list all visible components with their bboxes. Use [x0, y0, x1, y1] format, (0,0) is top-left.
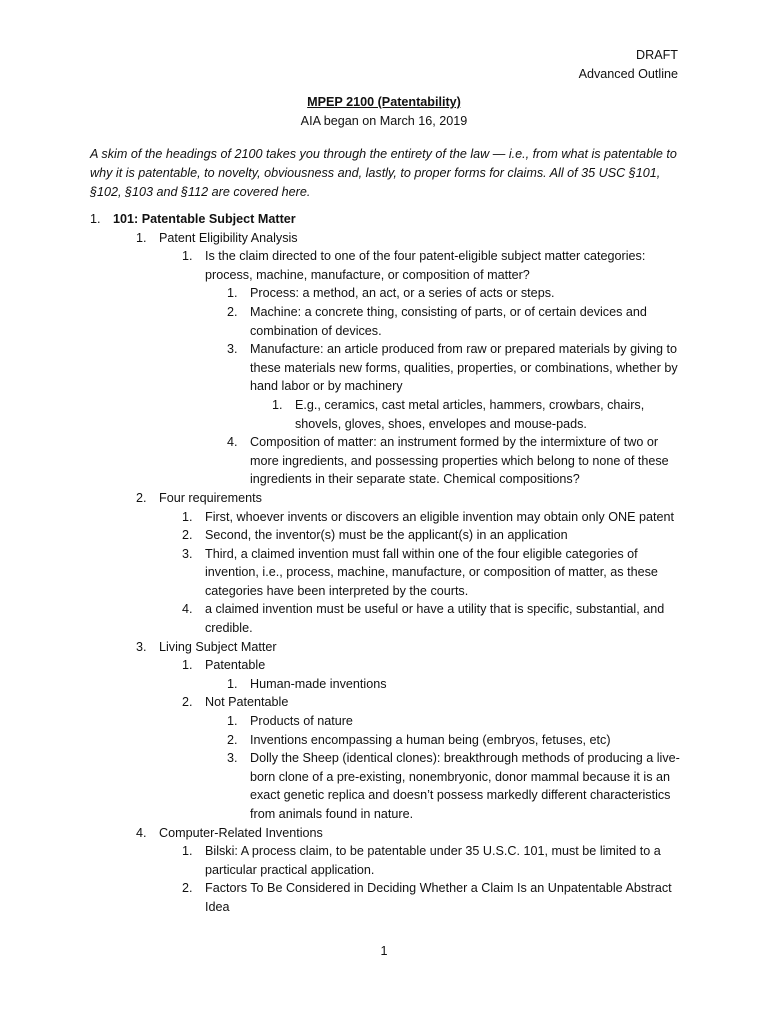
outline-item-number: 1. [227, 286, 238, 301]
page-number: 1 [380, 944, 388, 958]
outline-item-text: Machine: a concrete thing, consisting of parts, or of certain devices and combination of devices. [250, 304, 647, 338]
outline-item-text: Computer-Related Inventions [159, 825, 323, 840]
outline-item-text: Not Patentable [205, 695, 289, 710]
outline-item-text: E.g., ceramics, cast metal articles, hammers, crowbars, chairs, shovels, gloves, shoes, envelopes and mouse-pads. [295, 397, 645, 431]
outline-item-number: 1. [136, 230, 147, 245]
document-type-label: Advanced Outline [578, 66, 678, 81]
outline-item-number: 3. [182, 546, 193, 561]
outline-item-text: Second, the inventor(s) must be the applicant(s) in an application [205, 528, 568, 543]
outline-item-number: 1. [90, 212, 101, 226]
outline-item-number: 3. [227, 751, 238, 766]
outline-item-text: Inventions encompassing a human being (embryos, fetuses, etc) [250, 732, 611, 747]
intro-paragraph: A skim of the headings of 2100 takes you through the entirety of the law — i.e., from what is patentable to why it is patentable, to novelty, obviousness and, lastly, to proper forms for claims. All of 35 USC §101, §102, §103 and §112 are covered here. [90, 147, 677, 199]
outline-item-text: Is the claim directed to one of the four patent-eligible subject matter categories: process, machine, manufacture, or composition of matter? [205, 249, 646, 282]
outline-item-number: 1. [182, 658, 193, 673]
outline-item-text: Human-made inventions [250, 676, 387, 691]
outline-item [182, 247, 690, 284]
outline-item [227, 731, 690, 750]
outline-item-number: 3. [227, 342, 238, 357]
outline-item-text: Process: a method, an act, or a series of acts or steps. [250, 286, 555, 301]
outline-item-number: 1. [227, 676, 238, 691]
outline-item [182, 545, 690, 601]
outline-item-number: 2. [182, 528, 193, 543]
outline-item [182, 842, 690, 879]
outline-item-number: 4. [227, 435, 238, 450]
outline-item-text: 101: Patentable Subject Matter [113, 212, 296, 226]
outline-item-text: Living Subject Matter [159, 639, 277, 654]
outline-item-text: Manufacture: an article produced from raw or prepared materials by giving to these materials new forms, qualities, properties, or combinations, whether by hand labor or by machinery [250, 342, 678, 394]
outline-item [182, 879, 690, 916]
outline-item-text: a claimed invention must be useful or have a utility that is specific, substantial, and credible. [205, 602, 665, 636]
outline-item-number: 2. [182, 881, 193, 896]
page-header [579, 46, 678, 83]
outline-item-text: Patentable [205, 658, 266, 673]
outline-item-number: 4. [182, 602, 193, 617]
outline-item [227, 433, 690, 489]
outline-item-number: 1. [182, 844, 193, 859]
title-block [0, 93, 768, 130]
outline-item [182, 526, 690, 545]
outline-item-text: Composition of matter: an instrument formed by the intermixture of two or more ingredients, and possessing properties which belong to none of these ingredients in their separate state. Chemical compositions? [250, 435, 669, 487]
outline-item-number: 2. [227, 304, 238, 319]
outline-item-number: 1. [227, 714, 238, 729]
outline-item-number: 1. [182, 249, 193, 264]
outline-item [227, 340, 690, 396]
outline-item [182, 600, 690, 637]
document-subtitle: AIA began on March 16, 2019 [300, 113, 468, 128]
outline-item-number: 1. [182, 509, 193, 524]
outline-item [136, 489, 690, 508]
outline-item-number: 2. [182, 695, 193, 710]
outline-item-text: Four requirements [159, 490, 262, 505]
outline-item-text: Dolly the Sheep (identical clones): breakthrough methods of producing a live-born clone of a pre-existing, nonembryonic, donor mammal because it is an exact genetic replica and doesn’t possess markedly different characteristics from animals found in nature. [250, 751, 680, 821]
outline-item [136, 824, 690, 843]
outline-item-number: 3. [136, 639, 147, 654]
outline-item [182, 656, 690, 675]
outline-item-text: Products of nature [250, 714, 353, 729]
draft-label: DRAFT [636, 48, 678, 62]
outline-item [136, 638, 690, 657]
outline-item [227, 749, 690, 823]
outline-item-number: 4. [136, 825, 147, 840]
outline-item [227, 284, 690, 303]
outline-item [182, 508, 690, 527]
outline-item [182, 693, 690, 712]
outline-item [136, 229, 690, 248]
outline-item-number: 2. [136, 490, 147, 505]
document-title: MPEP 2100 (Patentability) [307, 95, 461, 109]
outline-item [227, 675, 690, 694]
outline-item [90, 210, 690, 229]
outline-item-number: 1. [272, 397, 283, 412]
outline-item-number: 2. [227, 732, 238, 747]
outline-item-text: Third, a claimed invention must fall within one of the four eligible categories of invention, i.e., process, machine, manufacture, or composition of matter, as these categories have been interpreted by the courts. [205, 546, 658, 598]
outline-item-text: First, whoever invents or discovers an eligible invention may obtain only ONE patent [205, 509, 675, 524]
outline-item-text: Factors To Be Considered in Deciding Whether a Claim Is an Unpatentable Abstract Idea [205, 881, 672, 914]
outline-item-text: Patent Eligibility Analysis [159, 230, 298, 245]
outline-item-text: Bilski: A process claim, to be patentable under 35 U.S.C. 101, must be limited to a particular practical application. [205, 844, 661, 877]
outline-item [272, 396, 690, 433]
outline-item [227, 712, 690, 731]
outline-item [227, 303, 690, 340]
outline-list [90, 210, 690, 917]
